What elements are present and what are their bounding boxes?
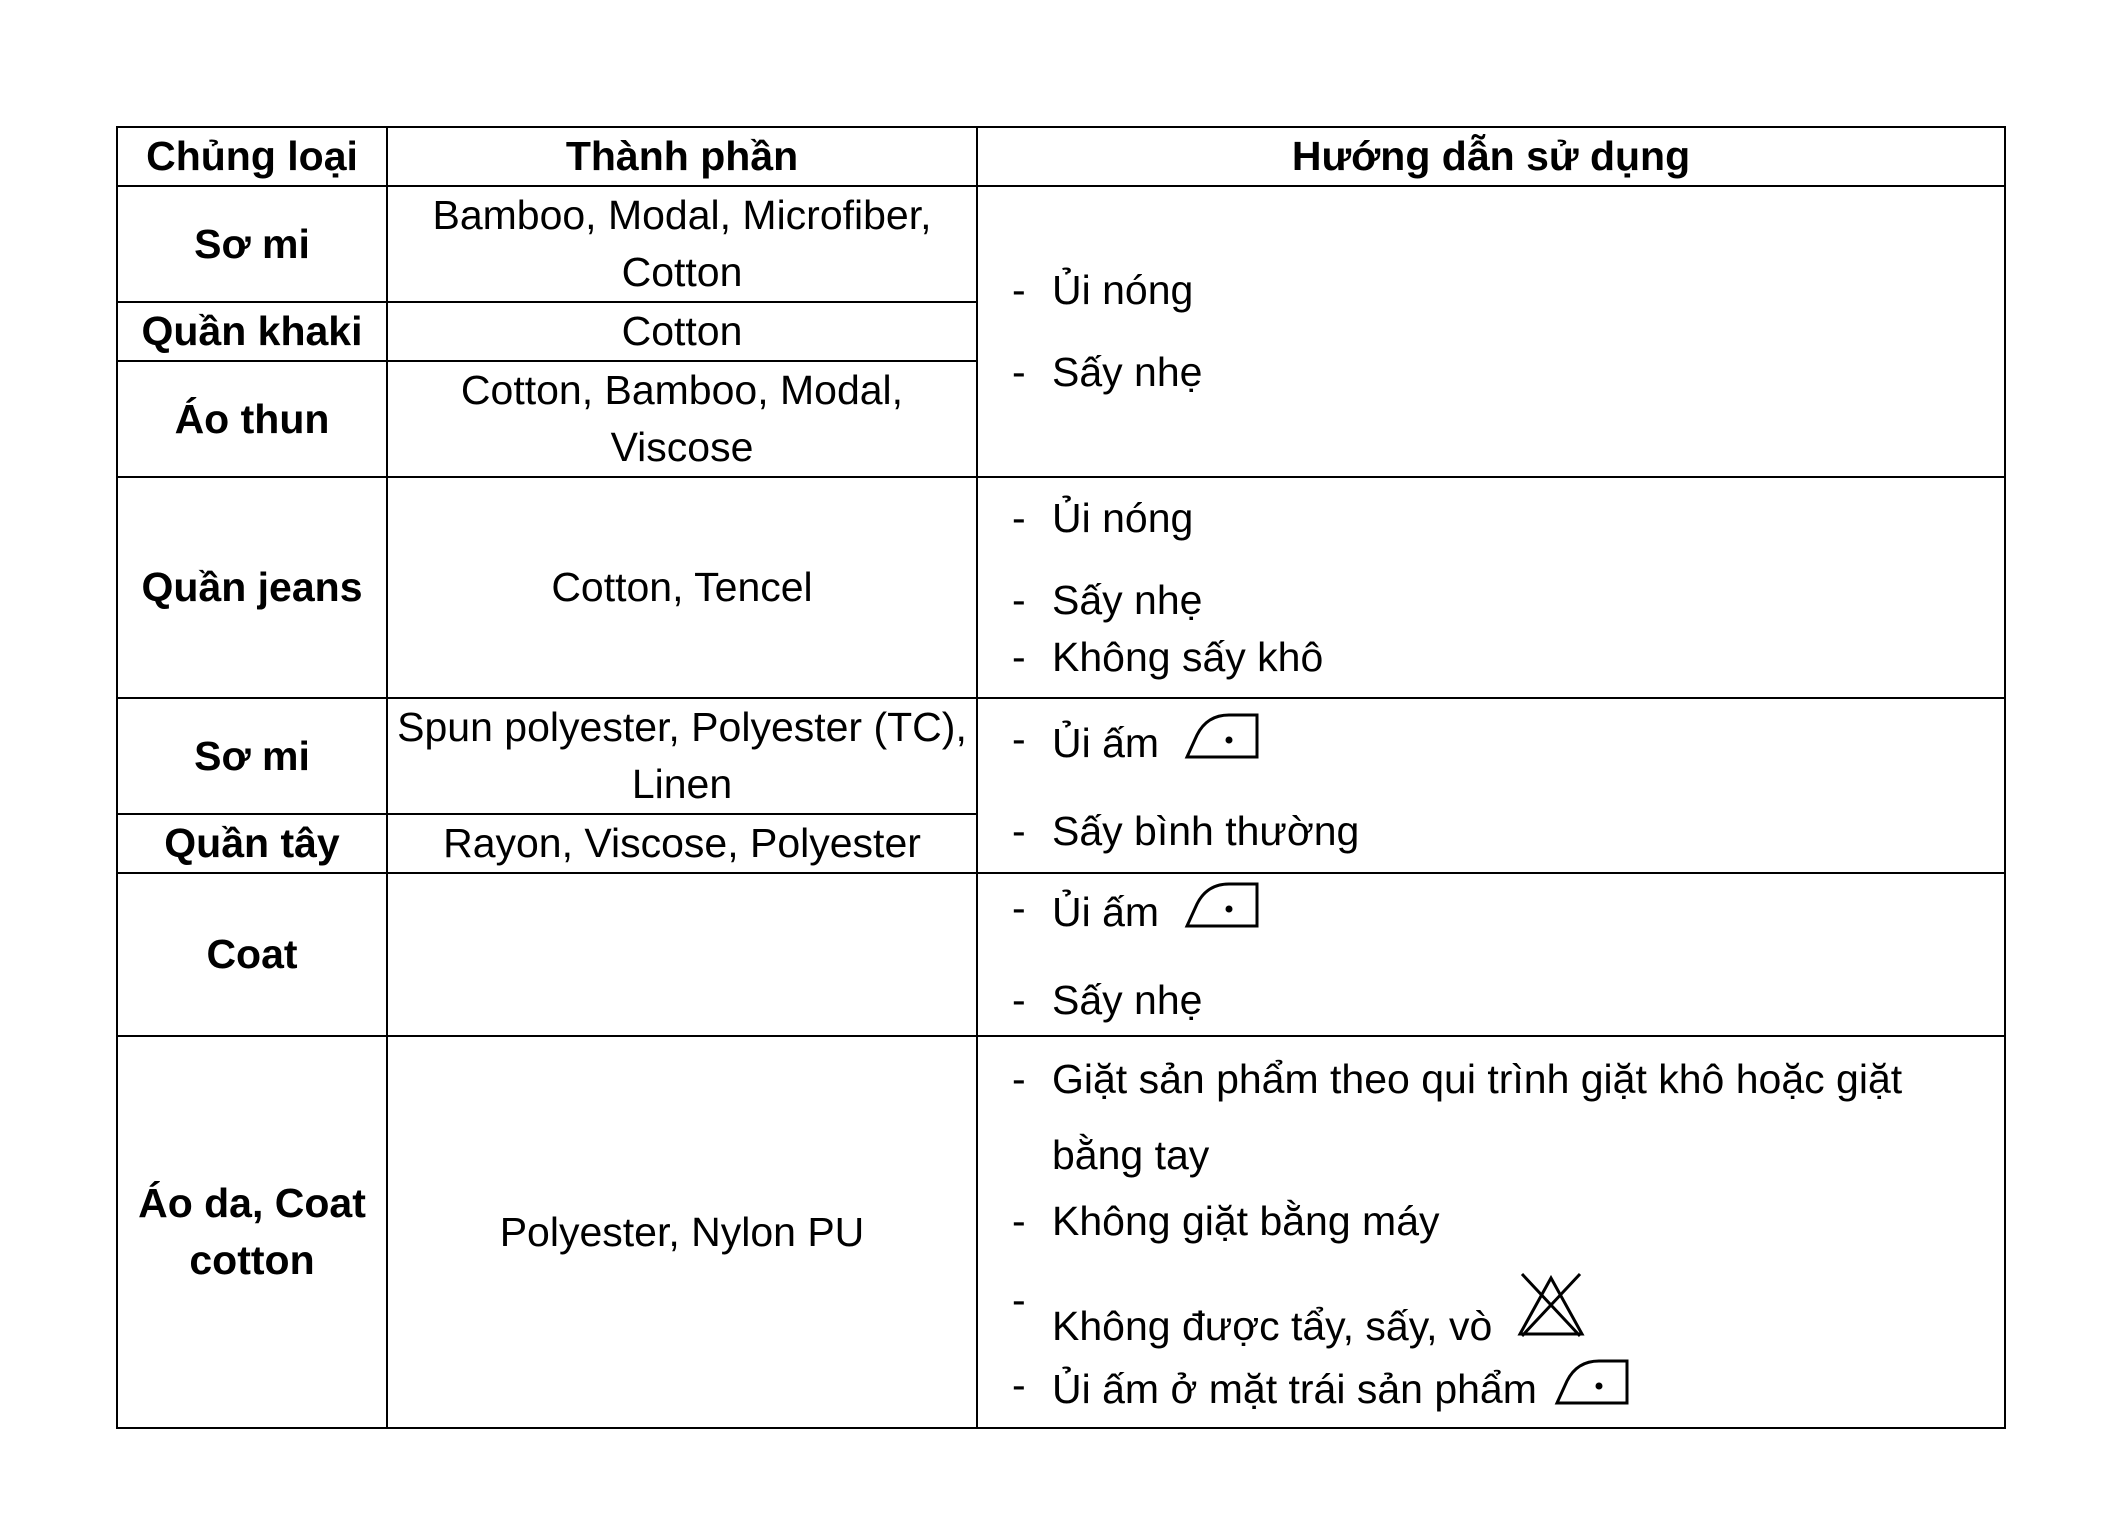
guide-item <box>1012 880 2004 947</box>
composition-cell <box>387 873 977 1036</box>
guide-text: Không sấy khô <box>1052 633 1324 680</box>
guide-cell <box>977 1036 2005 1428</box>
guide-text: Ủi ấm ở mặt trái sản phẩm <box>1052 1365 1537 1412</box>
guide-item <box>1012 572 2004 629</box>
guide-list <box>1012 262 2004 401</box>
guide-item <box>1012 711 2004 778</box>
guide-item <box>1012 490 2004 547</box>
composition-cell: Bamboo, Modal, Microfiber, Cotton <box>387 186 977 302</box>
guide-item <box>1012 1357 2004 1424</box>
product-type-cell: Quần khaki <box>117 302 387 361</box>
iron-one-dot-icon <box>1553 1357 1631 1424</box>
table-row <box>117 1036 2005 1428</box>
bullet: - <box>1012 885 1026 931</box>
guide-text: Ủi nóng <box>1052 494 1194 541</box>
composition-cell: Cotton <box>387 302 977 361</box>
composition-cell: Spun polyester, Polyester (TC), Linen <box>387 698 977 814</box>
composition-cell: Cotton, Bamboo, Modal, Viscose <box>387 361 977 477</box>
guide-list <box>1012 880 2004 1029</box>
guide-text: Sấy nhẹ <box>1052 977 1203 1023</box>
guide-item <box>1012 1041 2004 1193</box>
composition-cell: Rayon, Viscose, Polyester <box>387 814 977 873</box>
bullet: - <box>1012 1276 1026 1323</box>
product-type-cell: Sơ mi <box>117 698 387 814</box>
bullet: - <box>1012 1197 1026 1244</box>
guide-item <box>1012 1272 2004 1355</box>
guide-item <box>1012 629 2004 686</box>
guide-item <box>1012 803 2004 860</box>
guide-text: Ủi ấm <box>1052 720 1160 766</box>
bullet: - <box>1012 977 1026 1023</box>
guide-list <box>1012 711 2004 860</box>
bullet: - <box>1012 349 1026 395</box>
guide-list <box>1012 490 2004 686</box>
guide-cell <box>977 698 2005 873</box>
bullet: - <box>1012 633 1026 680</box>
table-row <box>117 477 2005 698</box>
bullet: - <box>1012 267 1026 313</box>
guide-list <box>1012 1041 2004 1424</box>
guide-text: Ủi ấm <box>1052 889 1160 935</box>
header-type: Chủng loại <box>117 127 387 186</box>
bullet: - <box>1012 716 1026 762</box>
header-guide: Hướng dẫn sử dụng <box>977 127 2005 186</box>
header-composition: Thành phần <box>387 127 977 186</box>
guide-item <box>1012 1193 2004 1250</box>
product-type-cell: Quần tây <box>117 814 387 873</box>
care-instructions-table <box>116 126 2006 1429</box>
guide-cell <box>977 873 2005 1036</box>
guide-text: Giặt sản phẩm theo qui trình giặt khô hoặc giặt bằng tay <box>1052 1055 1903 1178</box>
product-type-cell: Áo da, Coat cotton <box>117 1036 387 1428</box>
guide-text: Không giặt bằng máy <box>1052 1197 1440 1244</box>
product-type-cell: Coat <box>117 873 387 1036</box>
bullet: - <box>1012 808 1026 854</box>
composition-cell: Cotton, Tencel <box>387 477 977 698</box>
iron-one-dot-icon <box>1183 711 1261 778</box>
do-not-bleach-icon <box>1516 1272 1586 1353</box>
guide-cell <box>977 186 2005 477</box>
product-type-cell: Quần jeans <box>117 477 387 698</box>
guide-text: Ủi nóng <box>1052 267 1194 313</box>
table-row <box>117 873 2005 1036</box>
guide-text: Sấy nhẹ <box>1052 576 1203 623</box>
bullet: - <box>1012 1055 1026 1102</box>
iron-one-dot-icon <box>1183 880 1261 947</box>
table-row <box>117 186 2005 302</box>
guide-item <box>1012 262 2004 319</box>
guide-text: Sấy bình thường <box>1052 808 1360 854</box>
product-type-cell: Sơ mi <box>117 186 387 302</box>
composition-cell: Polyester, Nylon PU <box>387 1036 977 1428</box>
guide-cell <box>977 477 2005 698</box>
guide-text: Không được tẩy, sấy, vò <box>1052 1302 1493 1349</box>
product-type-cell: Áo thun <box>117 361 387 477</box>
table-header-row <box>117 127 2005 186</box>
table-row <box>117 698 2005 814</box>
guide-text: Sấy nhẹ <box>1052 349 1203 395</box>
bullet: - <box>1012 494 1026 541</box>
guide-item <box>1012 344 2004 401</box>
bullet: - <box>1012 576 1026 623</box>
guide-item <box>1012 972 2004 1029</box>
bullet: - <box>1012 1361 1026 1408</box>
